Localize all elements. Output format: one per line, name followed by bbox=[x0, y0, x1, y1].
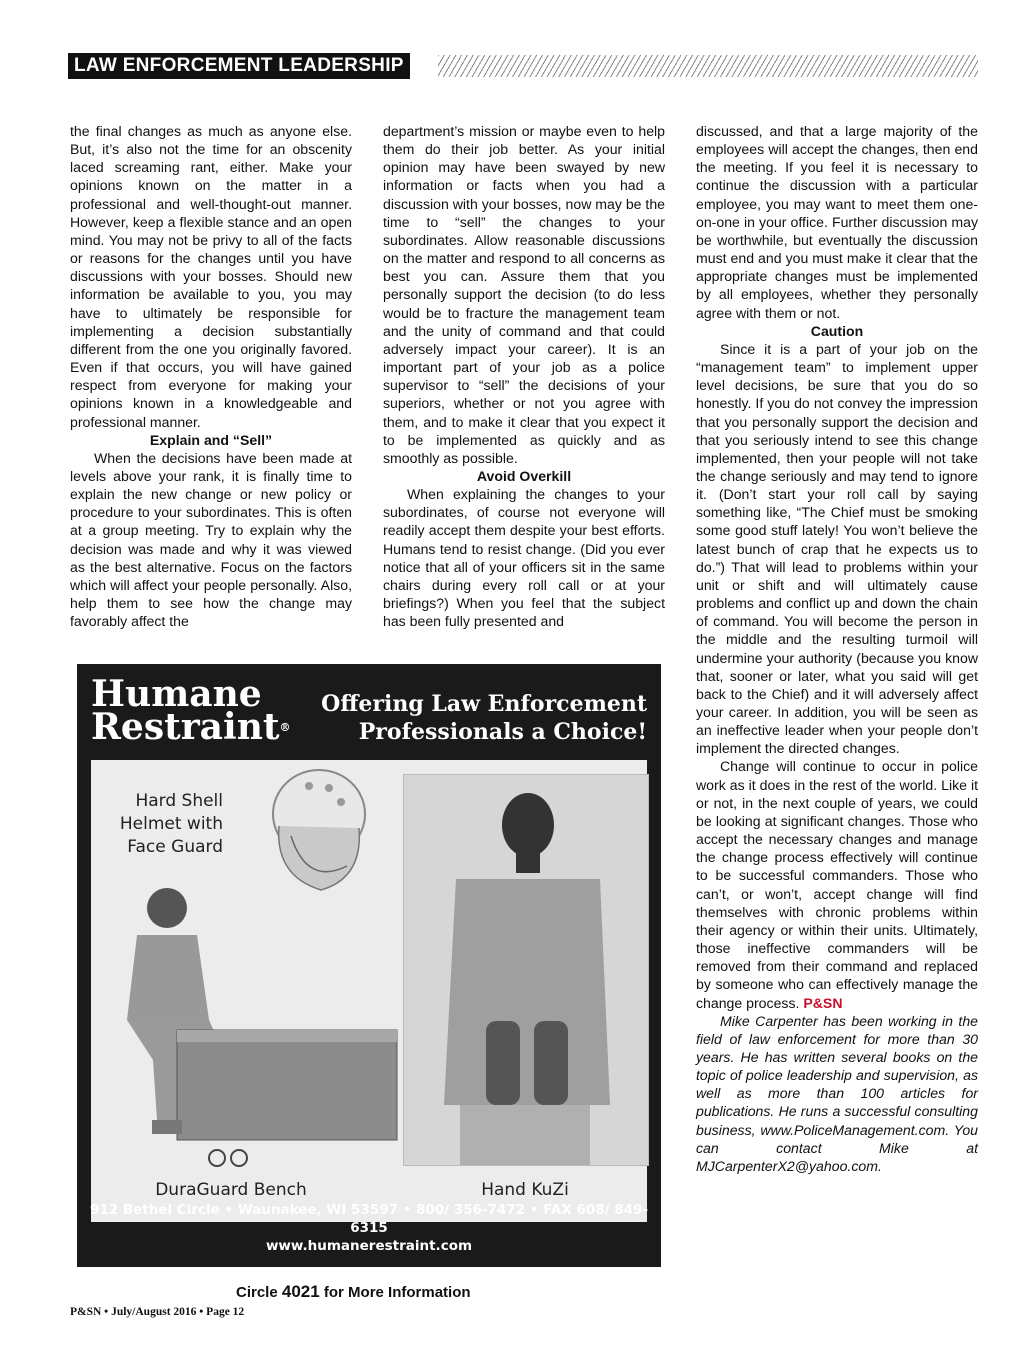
author-bio: Mike Carpenter has been working in the field of law enforcement for more than 30 years. He has written several books on the topic of police leadership and supervision, as well as more than 100 articles for publications. He runs a successful consulting business, www.PoliceManagement.com. You can contact Mike at MJCarpenterX2@yahoo.com. bbox=[696, 1012, 978, 1174]
article-column-2 bbox=[383, 122, 665, 630]
subheading-caution: Caution bbox=[810, 322, 864, 339]
subheading-avoid-overkill: Avoid Overkill bbox=[476, 467, 572, 484]
page-folio: P&SN • July/August 2016 • Page 12 bbox=[70, 1306, 245, 1318]
ad-website: www.humanerestraint.com bbox=[265, 1238, 473, 1254]
paragraph: When the decisions have been made at levels above your rank, it is finally time to explain the new change or new policy or procedure to your subordinates. This is often at a group meeting. Try to explain why the decision was made and why it was viewed as the best alternative. Focus on the factors which will affect your people personally. Also, help them to see how the change may favorably affect the bbox=[70, 449, 352, 630]
circle-number: 4021 bbox=[281, 1282, 320, 1301]
subheading-explain-and-sell: Explain and “Sell” bbox=[149, 431, 273, 448]
end-mark-logo: P&SN bbox=[803, 994, 843, 1011]
section-header bbox=[68, 53, 978, 79]
logo-line: Humane bbox=[91, 673, 262, 715]
section-title: LAW ENFORCEMENT LEADERSHIP bbox=[68, 53, 410, 79]
helmet-photo bbox=[251, 766, 387, 896]
paragraph: discussed, and that a large majority of the employees will accept the changes, then end the meeting. If you feel it is necessary to continue the discussion with a particular employee, you may want to meet them one-on-one in your office. Further discussion may be worthwhile, but eventually the discussion must end and you must make it clear that the appropriate changes must be implemented by all employees, whether they personally agree with them or not. bbox=[696, 123, 978, 321]
paragraph bbox=[696, 757, 978, 1011]
registered-mark: ® bbox=[279, 721, 291, 734]
ad-address: 912 Bethel Circle • Waunakee, WI 53597 • 800/ 356-7472 • FAX 608/ 849-6315 bbox=[89, 1202, 649, 1236]
paragraph-text: Change will continue to occur in police work as it does in the rest of the world. Like it or not, in the next couple of years, we could be looking at significant changes. Those who accept the necessary changes and manage the change process effectively will continue to be successful commanders. Those who can’t, or won’t, accept change will find themselves with chronic problems within their agency or within their units. Ultimately, those ineffective commanders will be removed from their command and replaced by someone who can effectively manage the change process. bbox=[696, 758, 978, 1011]
article-column-3 bbox=[696, 122, 978, 1175]
bench-label: DuraGuard Bench bbox=[155, 1180, 307, 1200]
reader-service-circle: Circle 4021 for More Information bbox=[236, 1282, 471, 1301]
paragraph: the final changes as much as anyone else. But, it’s also not the time for an obscenity laced screaming rant, either. Make your opinions known on the matter in a professional and well-thought-out manner. However, keep a flexible stance and an open mind. You may not be privy to all of the facts or reasons for the changes until you have discussions with your bosses. Should new information be available to you, you may have to ultimately be responsible for implementing a decision substantially different from the one you originally favored. Even if that occurs, you will have gained respect from everyone for making your opinions known in a knowledgeable and professional manner. bbox=[70, 123, 352, 430]
header-hatch-decoration bbox=[438, 55, 978, 77]
ad-contact-footer bbox=[77, 1201, 661, 1255]
paragraph: When explaining the changes to your subordinates, of course not everyone will readily accept them despite your best efforts. Humans tend to resist change. (Did you ever notice that all of your officers sit in the same chairs during every roll call or at your briefings?) When you feel that the subject has been fully presented and bbox=[383, 486, 665, 630]
helmet-label: Hard Shell Helmet with Face Guard bbox=[119, 791, 223, 857]
paragraph: Since it is a part of your job on the “management team” to implement upper level decisions, be sure that you do so honestly. If you do not convey the impression that you personally support the decision and that you seriously intend to see this change implemented, then your people will not take the change seriously and may tend to ignore it. (Don’t start your roll call by saying something like, “The Chief must be smoking some good stuff lately! You won’t believe the latest bunch of crap that he expects us to do.”) That will lead to problems within your unit or shift and will ultimately cause problems and conflict up and down the chain of command. You will become the person in the middle and the resulting turmoil will undermine your authority (because you know that, sooner or later, what you said will get back to the Chief) and it will adversely affect your career. In addition, you will be seen as an ineffective leader when your people don’t implement the directed changes. bbox=[696, 340, 978, 757]
bench-photo bbox=[97, 880, 409, 1180]
product-photo-panel bbox=[91, 760, 647, 1222]
paragraph: department’s mission or maybe even to help them do their job better. As your initial opinion may have been swayed by new information or facts when you had a discussion with your bosses, now may be the time to “sell” the changes to your subordinates. Allow reasonable discussions on the matter and respond to all concerns as best you can. Assure them that you personally support the decision (to do less would be to fracture the management team and the unity of command and that could adversely impact your career). It is an important part of your job as a police supervisor to “sell” the decisions of your superiors, whether or not you agree with them, and to make it clear that you expect it to be implemented as quickly and as smoothly as possible. bbox=[383, 123, 666, 466]
hand-kuzi-photo-frame bbox=[403, 774, 649, 1166]
hand-kuzi-label: Hand KuZi bbox=[481, 1180, 569, 1200]
logo-line: Restraint® bbox=[91, 706, 291, 748]
ad-tagline: Offering Law Enforcement Professionals a Choice! bbox=[321, 691, 647, 745]
humane-restraint-advertisement bbox=[77, 664, 661, 1267]
hand-kuzi-photo bbox=[404, 775, 648, 1165]
article-column-1 bbox=[70, 122, 352, 630]
brand-logo bbox=[91, 673, 291, 748]
